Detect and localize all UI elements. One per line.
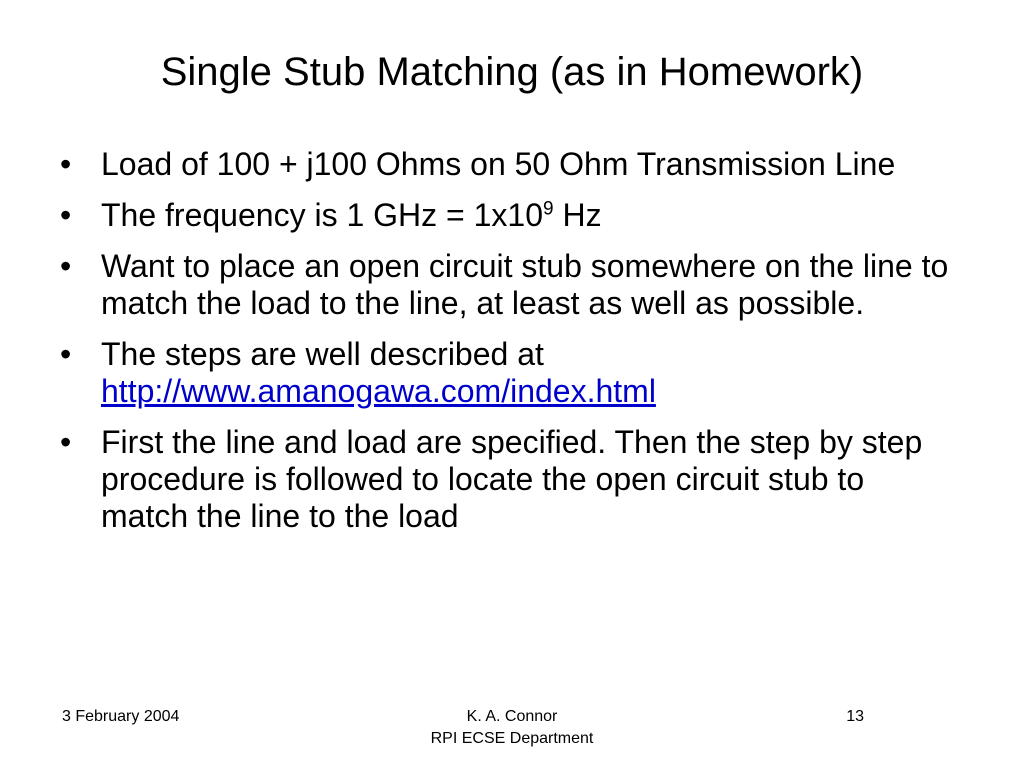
bullet-item-load [60,146,960,183]
bullet-item-stub [60,248,960,322]
amanogawa-link[interactable]: http://www.amanogawa.com/index.html [101,373,656,409]
bullet-item-procedure [60,424,960,535]
footer-department: RPI ECSE Department [430,730,594,747]
bullet-text: The steps are well described at [101,336,544,372]
footer-author: K. A. Connor [466,708,558,725]
footer-author-block [0,706,1024,750]
bullet-text: The frequency is 1 GHz = 1x10 [101,197,543,233]
slide-title: Single Stub Matching (as in Homework) [160,50,864,94]
bullet-icon: • [60,197,72,233]
page-number: 13 [846,708,864,725]
bullet-text-suffix: Hz [553,197,602,233]
bullet-item-steps [60,336,960,410]
footer-date: 3 February 2004 [62,708,180,725]
bullet-item-frequency [60,197,960,234]
bullet-text: First the line and load are specified. Then the step by step procedure is followed to locate the open circuit stub to match the line to the load [101,424,923,534]
bullet-icon: • [60,424,72,460]
bullet-icon: • [60,146,72,182]
bullet-list [60,146,960,549]
bullet-text: Want to place an open circuit stub somewhere on the line to match the load to the line, at least as well as possible. [101,248,949,321]
exponent: 9 [543,198,554,220]
bullet-text: Load of 100 + j100 Ohms on 50 Ohm Transmission Line [101,146,896,182]
bullet-icon: • [60,248,72,284]
bullet-icon: • [60,336,72,372]
